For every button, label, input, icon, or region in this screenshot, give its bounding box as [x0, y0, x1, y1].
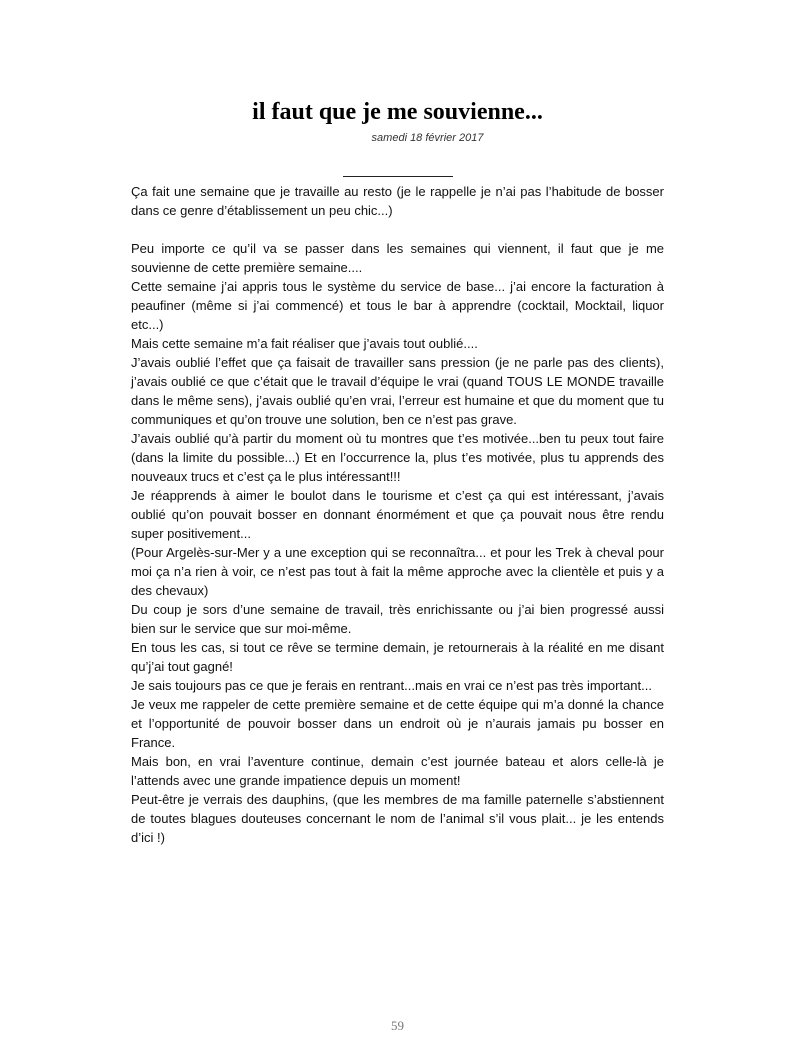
page-number: 59 [391, 1018, 404, 1033]
paragraph: En tous les cas, si tout ce rêve se termine demain, je retournerais à la réalité en me disant qu’j’ai tout gagné! [131, 640, 664, 674]
paragraph: Cette semaine j’ai appris tous le système du service de base... j’ai encore la facturation à peaufiner (même si j’ai commencé) et tous le bar à apprendre (cocktail, Mocktail, liquor etc...) [131, 279, 664, 332]
paragraph: Peu importe ce qu’il va se passer dans les semaines qui viennent, il faut que je me souvienne de cette première semaine.... [131, 241, 664, 275]
paragraph: Mais bon, en vrai l’aventure continue, demain c’est journée bateau et alors celle-là je l’attends avec une grande impatience depuis un moment! [131, 754, 664, 788]
paragraph: J’avais oublié l’effet que ça faisait de travailler sans pression (je ne parle pas des clients), j’avais oublié ce que c’était que le travail d’équipe le vrai (quand TOUS LE MONDE travaille dans le même sens), j’avais oublié qu’en vrai, l’erreur est humaine et que du moment que tu communiques et qu’on trouve une solution, ben ce n’est pas grave. [131, 355, 664, 427]
paragraph: J’avais oublié qu’à partir du moment où tu montres que t’es motivée...ben tu peux tout faire (dans la limite du possible...) Et en l’occurrence la, plus t’es motivée, plus tu apprends des nouveaux trucs et c’est ça le plus intéressant!!! [131, 431, 664, 484]
paragraph: Peut-être je verrais des dauphins, (que les membres de ma famille paternelle s’abstiennent de toutes blagues douteuses concernant le nom de l’animal s’il vous plait... je les entends d’ici !) [131, 792, 664, 845]
paragraph: Je veux me rappeler de cette première semaine et de cette équipe qui m’a donné la chance et l’opportunité de pouvoir bosser dans un endroit où je n’aurais jamais pu bosser en France. [131, 697, 664, 750]
page-title: il faut que je me souvienne... [252, 99, 543, 125]
post-date [0, 131, 795, 145]
paragraph: Ça fait une semaine que je travaille au resto (je le rappelle je n’ai pas l’habitude de bosser dans ce genre d’établissement un peu chic...) [131, 184, 664, 218]
post-date-text: samedi 18 février 2017 [371, 132, 484, 144]
paragraph: (Pour Argelès-sur-Mer y a une exception qui se reconnaîtra... et pour les Trek à cheval pour moi ça n’a rien à voir, ce n’est pas tout à fait la même approche avec la clientèle et puis y a des chevaux) [131, 545, 664, 598]
paragraph: Je sais toujours pas ce que je ferais en rentrant...mais en vrai ce n’est pas très important... [131, 678, 652, 693]
paragraph: Mais cette semaine m’a fait réaliser que j’avais tout oublié.... [131, 336, 478, 351]
title-divider [343, 176, 453, 177]
paragraph: Je réapprends à aimer le boulot dans le tourisme et c’est ça qui est intéressant, j’avais oublié qu’on pouvait bosser en donnant énormément et que ça pouvait nous être rendu super positivement... [131, 488, 664, 541]
paragraph: Du coup je sors d’une semaine de travail, très enrichissante ou j’ai bien progressé aussi bien sur le service que sur moi-même. [131, 602, 664, 636]
article-body [131, 182, 664, 847]
